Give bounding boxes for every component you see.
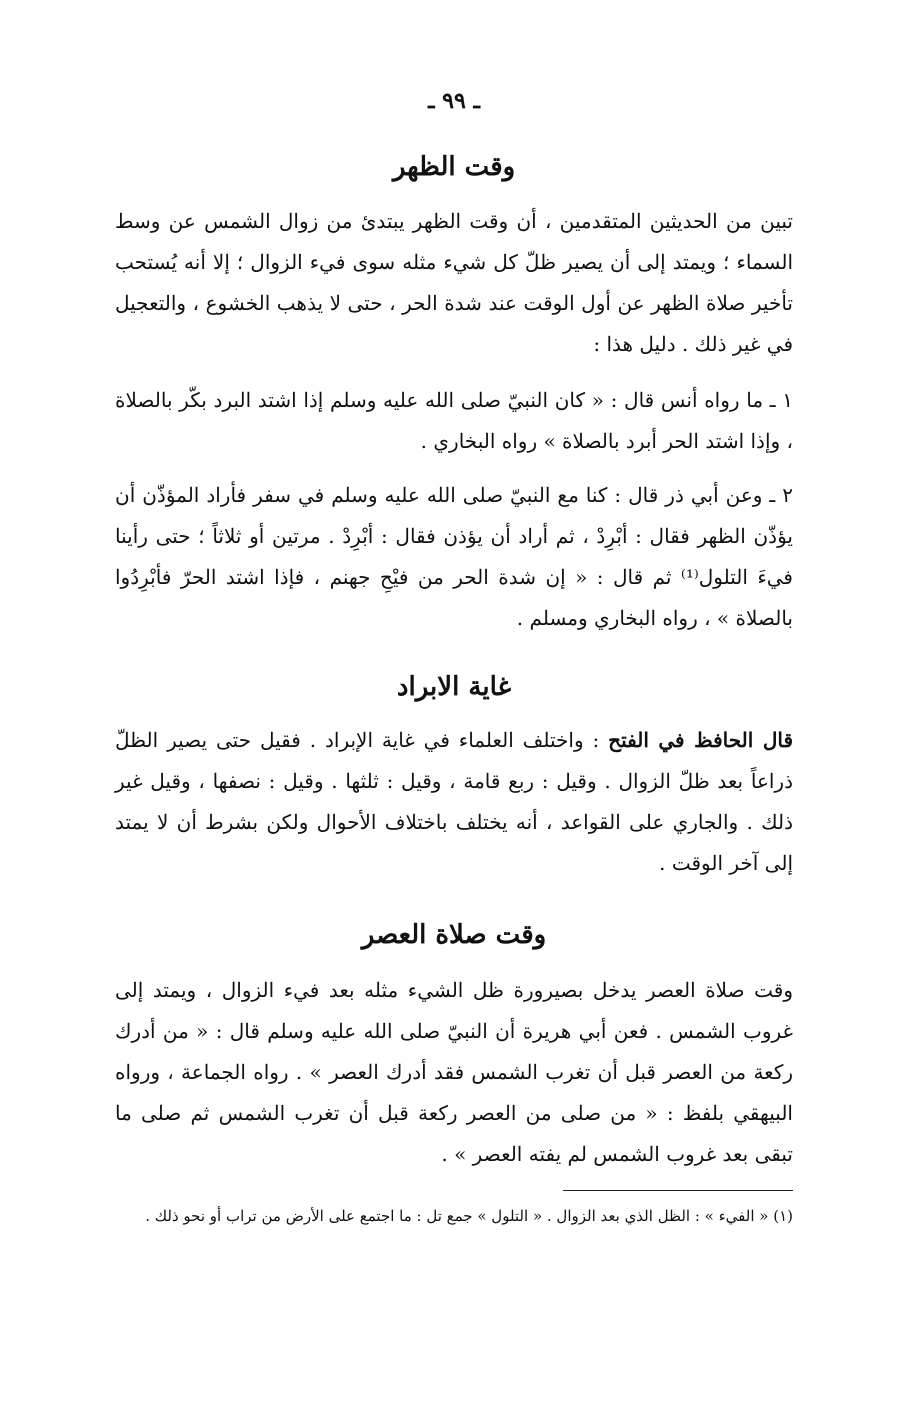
footnote-divider bbox=[563, 1190, 793, 1191]
paragraph-ibrad-text: : واختلف العلماء في غاية الإبراد . فقيل حتى يصير الظلّ ذراعاً بعد ظلّ الزوال . وقيل : ربع قامة ، وقيل : ثلثها . وقيل : نصفها ، وقيل غير ذلك . والجاري على القواعد ، أنه يختلف باختلاف الأحوال ولكن بشرط أن لا يمتد إلى آخر الوقت . bbox=[115, 728, 793, 875]
section-heading-ibrad-limit: غاية الابراد bbox=[396, 672, 512, 702]
section-heading-dhuhr-time: وقت الظهر bbox=[392, 152, 516, 182]
paragraph-ibrad-limit bbox=[115, 720, 793, 884]
section-heading-asr-time: وقت صلاة العصر bbox=[361, 920, 547, 950]
paragraph-asr-time: وقت صلاة العصر يدخل بصيرورة ظل الشيء مثله بعد فيء الزوال ، ويمتد إلى غروب الشمس . فعن أبي هريرة أن النبيّ صلى الله عليه وسلم قال : « من أدرك ركعة من العصر قبل أن تغرب الشمس فقد أدرك العصر » . رواه الجماعة ، ورواه البيهقي بلفظ : « من صلى من العصر ركعة قبل أن تغرب الشمس ثم صلى ما تبقى بعد غروب الشمس لم يفته العصر » . bbox=[115, 978, 793, 1166]
paragraph-hadith-anas: ١ ـ ما رواه أنس قال : « كان النبيّ صلى الله عليه وسلم إذا اشتد البرد بكّر بالصلاة ، وإذا اشتد الحر أبرد بالصلاة » رواه البخاري . bbox=[115, 388, 793, 453]
page-number: ـ ٩٩ ـ bbox=[428, 88, 480, 114]
paragraph-dhuhr-intro: تبين من الحديثين المتقدمين ، أن وقت الظهر يبتدئ من زوال الشمس عن وسط السماء ؛ ويمتد إلى أن يصير ظلّ كل شيء مثله سوى فيء الزوال ؛ إلا أنه يُستحب تأخير صلاة الظهر عن أول الوقت عند شدة الحر ، حتى لا يذهب الخشوع ، والتعجيل في غير ذلك . دليل هذا : bbox=[115, 209, 793, 356]
footnote: (١) « الفيء » : الظل الذي بعد الزوال . « التلول » جمع تل : ما اجتمع على الأرض من تراب أو نحو ذلك . bbox=[145, 1207, 793, 1225]
paragraph-hadith-abu-dhar: ٢ ـ وعن أبي ذر قال : كنا مع النبيّ صلى الله عليه وسلم في سفر فأراد المؤذّن أن يؤذّن الظهر فقال : أبْرِدْ ، ثم أراد أن يؤذن فقال : أبْرِدْ . مرتين أو ثلاثاً ؛ حتى رأينا فيءَ التلول⁽¹⁾ ثم قال : « إن شدة الحر من فيْحِ جهنم ، فإذا اشتد الحرّ فأبْرِدُوا بالصلاة » ، رواه البخاري ومسلم . bbox=[115, 483, 794, 630]
paragraph-lead: قال الحافظ في الفتح bbox=[608, 728, 794, 752]
